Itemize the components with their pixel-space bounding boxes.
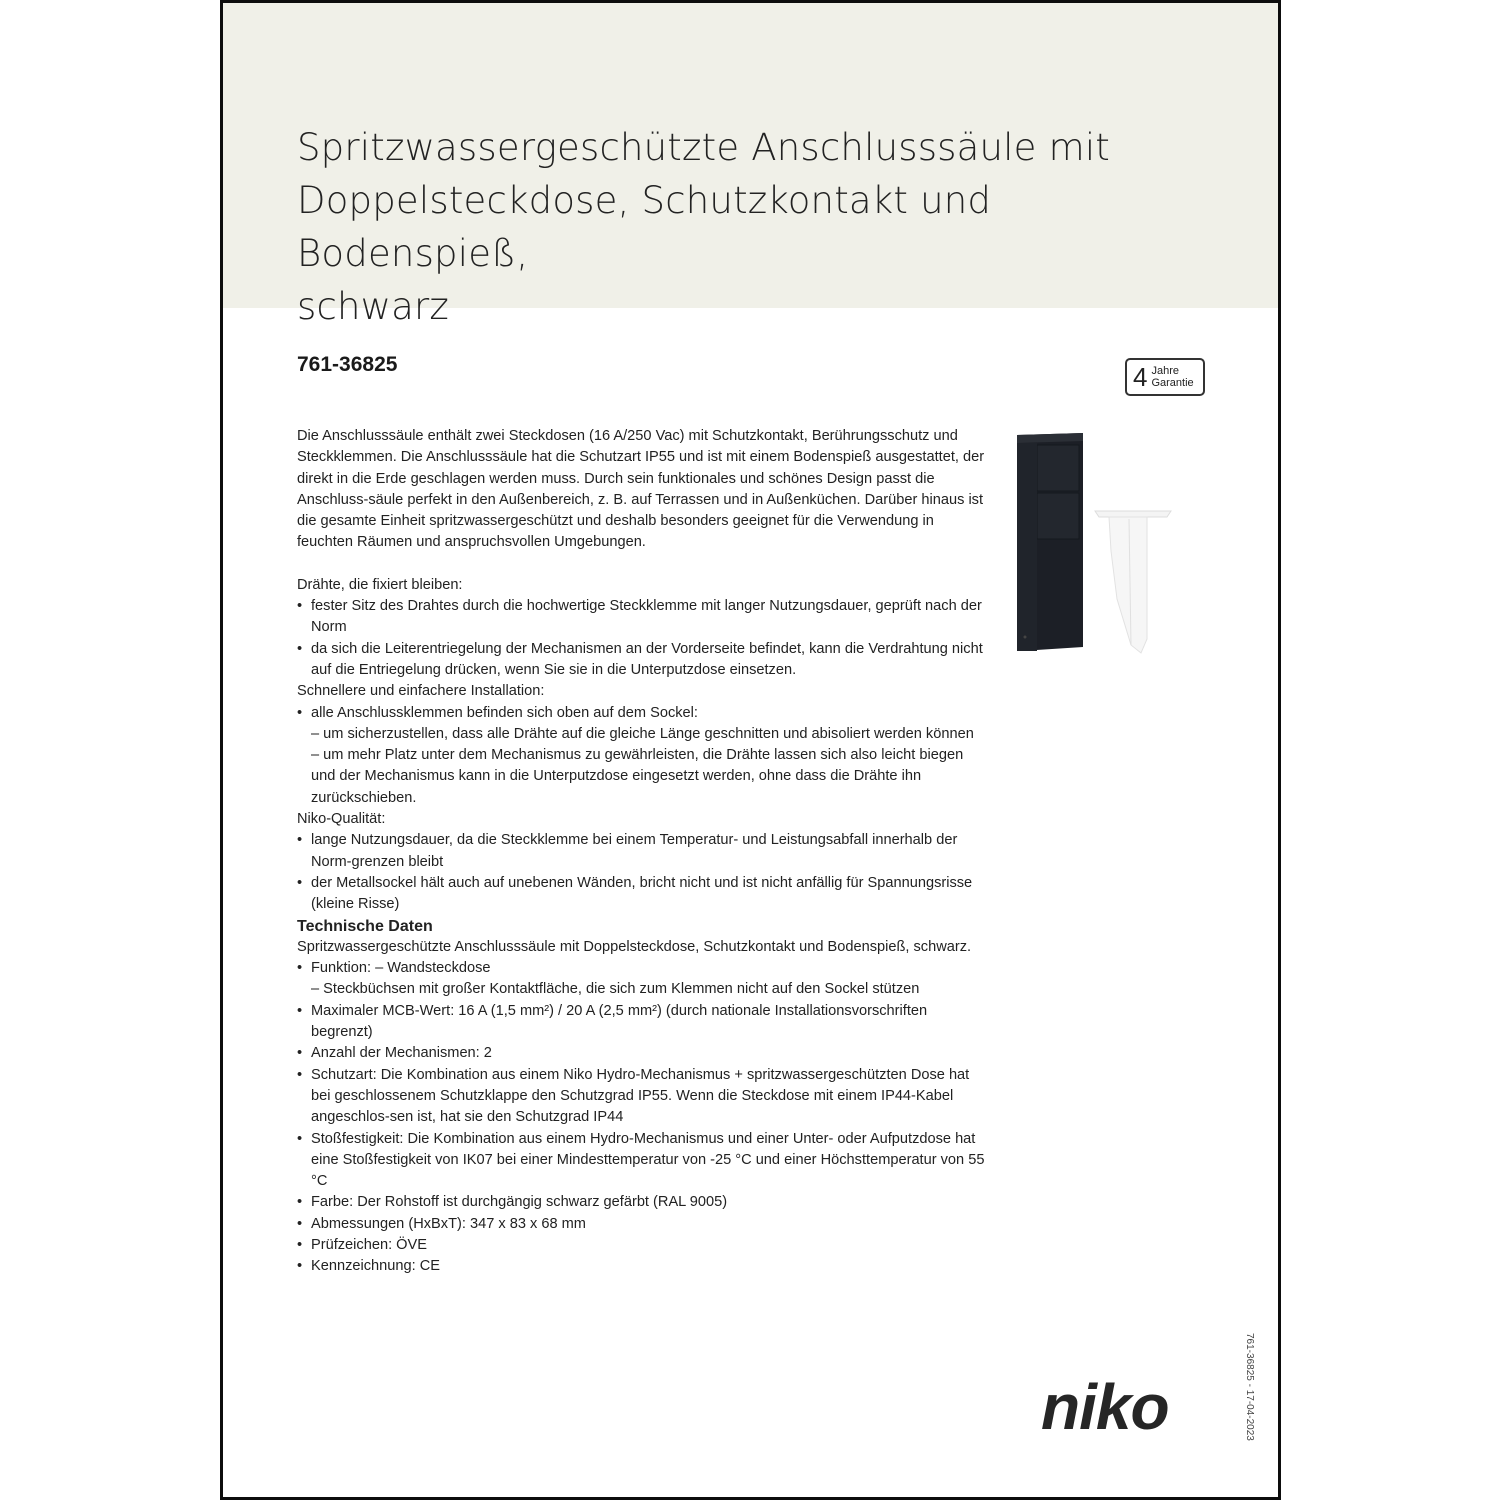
list-item: • der Metallsockel hält auch auf unebenen Wänden, bricht nicht und ist nicht anfällig für Spannungsrisse (kleine Risse) xyxy=(297,873,987,916)
title-line: Spritzwassergeschützte Anschlusssäule mit xyxy=(297,126,1111,169)
technical-heading: Technische Daten xyxy=(297,917,433,935)
connection-pillar-icon xyxy=(1013,431,1183,663)
list-item: • Schutzart: Die Kombination aus einem Niko Hydro-Mechanismus + spritzwassergeschützten Dose hat bei geschlossenem Schutzklappe den Schutzgrad IP55. Wenn die Steckdose mit einem IP44-Kabel angeschlos-sen ist, hat sie den Schutzgrad IP44 xyxy=(297,1065,987,1129)
list-item: • Prüfzeichen: ÖVE xyxy=(297,1235,987,1256)
list-subitem: – Steckbüchsen mit großer Kontaktfläche, die sich zum Klemmen nicht auf den Sockel stützen xyxy=(311,981,920,998)
list-subitem: – um mehr Platz unter dem Mechanismus zu gewährleisten, die Drähte lassen sich also leicht biegen und der Mechanismus kann in die Unterputzdose eingesetzt werden, ohne dass die Drähte ihn zurückschieben. xyxy=(311,747,964,806)
title-line: Doppelsteckdose, Schutzkontakt und Bodenspieß, xyxy=(297,179,992,275)
document-page xyxy=(220,0,1281,1500)
warranty-label-line2: Garantie xyxy=(1151,377,1194,389)
list-item: • Kennzeichnung: CE xyxy=(297,1256,987,1277)
header-band xyxy=(223,3,1278,328)
list-subitem: – um sicherzustellen, dass alle Drähte auf die gleiche Länge geschnitten und abisoliert werden können xyxy=(311,725,974,742)
install-heading: Schnellere und einfachere Installation: xyxy=(297,683,545,700)
product-code: 761-36825 xyxy=(297,353,398,376)
list-item: • Abmessungen (HxBxT): 347 x 83 x 68 mm xyxy=(297,1214,987,1235)
list-item: • da sich die Leiterentriegelung der Mechanismen an der Vorderseite befindet, kann die Verdrahtung nicht auf die Entriegelung drücken, wenn Sie sie in die Unterputzdose einsetzen. xyxy=(297,639,987,682)
title-line: schwarz xyxy=(297,285,450,328)
warranty-label xyxy=(1151,365,1193,389)
warranty-years: 4 xyxy=(1133,362,1148,392)
list-item: • Anzahl der Mechanismen: 2 xyxy=(297,1043,987,1064)
niko-logo: niko xyxy=(1041,1371,1169,1443)
list-item: • alle Anschlussklemmen befinden sich oben auf dem Sockel: xyxy=(297,703,987,724)
list-item: • Maximaler MCB-Wert: 16 A (1,5 mm²) / 20 A (2,5 mm²) (durch nationale Installationsvorschriften begrenzt) xyxy=(297,1001,987,1044)
quality-heading: Niko-Qualität: xyxy=(297,811,386,828)
document-code: 761-36825 - 17-04-2023 xyxy=(1244,1333,1255,1441)
warranty-badge xyxy=(1125,358,1205,396)
page-title xyxy=(297,121,1197,333)
body-text xyxy=(297,426,987,1278)
list-item: • Stoßfestigkeit: Die Kombination aus einem Hydro-Mechanismus und einer Unter- oder Aufputzdose hat eine Stoßfestigkeit von IK07 bei einer Mindesttemperatur von -25 °C und einer Höchsttemperatur von 55 °C xyxy=(297,1129,987,1193)
list-item: • fester Sitz des Drahtes durch die hochwertige Steckklemme mit langer Nutzungsdauer, geprüft nach der Norm xyxy=(297,596,987,639)
product-image xyxy=(1013,431,1183,663)
list-item: • Funktion: – Wandsteckdose xyxy=(297,958,987,979)
intro-paragraph: Die Anschlusssäule enthält zwei Steckdosen (16 A/250 Vac) mit Schutzkontakt, Berührungsschutz und Steckklemmen. Die Anschlusssäule hat die Schutzart IP55 und ist mit einem Bodenspieß ausgestattet, der direkt in die Erde geschlagen werden muss. Durch sein funktionales und schönes Design passt die Anschluss-säule perfekt in den Außenbereich, z. B. auf Terrassen und in Außenküchen. Darüber hinaus ist die gesamte Einheit spritzwassergeschützt und deshalb besonders geeignet für die Verwendung in feuchten Räumen und anspruchsvollen Umgebungen. xyxy=(297,428,985,551)
warranty-label-line1: Jahre xyxy=(1151,365,1179,377)
technical-summary: Spritzwassergeschützte Anschlusssäule mit Doppelsteckdose, Schutzkontakt und Bodenspieß, schwarz. xyxy=(297,938,972,955)
wires-heading: Drähte, die fixiert bleiben: xyxy=(297,576,463,593)
list-item: • lange Nutzungsdauer, da die Steckklemme bei einem Temperatur- und Leistungsabfall innerhalb der Norm-grenzen bleibt xyxy=(297,830,987,873)
list-item: • Farbe: Der Rohstoff ist durchgängig schwarz gefärbt (RAL 9005) xyxy=(297,1192,987,1213)
